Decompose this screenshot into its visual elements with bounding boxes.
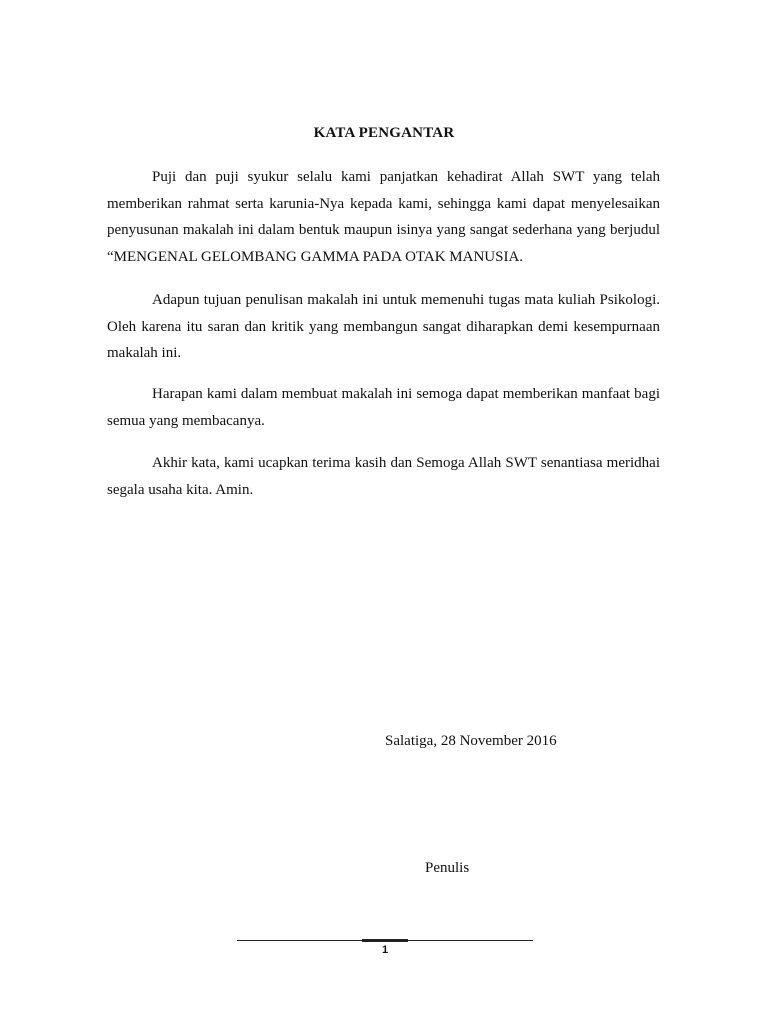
author-signature: Penulis — [425, 860, 470, 876]
paragraph-hope: Harapan kami dalam membuat makalah ini semoga dapat memberikan manfaat bagi semua yang membacanya. — [107, 386, 660, 429]
page-number: 1 — [381, 944, 389, 956]
paragraph-closing: Akhir kata, kami ucapkan terima kasih dan Semoga Allah SWT senantiasa meridhai segala usaha kita. Amin. — [107, 455, 660, 498]
paragraph-purpose: Adapun tujuan penulisan makalah ini untuk memenuhi tugas mata kuliah Psikologi. Oleh karena itu saran dan kritik yang membangun sangat diharapkan demi kesempurnaan makalah ini. — [107, 292, 660, 361]
paragraph-opening: Puji dan puji syukur selalu kami panjatkan kehadirat Allah SWT yang telah memberikan rahmat serta karunia-Nya kepada kami, sehingga kami dapat menyelesaikan penyusunan makalah ini dalam bentuk maupun isinya yang sangat sederhana yang berjudul “MENGENAL GELOMBANG GAMMA PADA OTAK MANUSIA. — [107, 169, 660, 265]
page-title: KATA PENGANTAR — [313, 125, 455, 141]
place-date: Salatiga, 28 November 2016 — [385, 733, 557, 749]
footer-divider-accent — [362, 939, 408, 942]
